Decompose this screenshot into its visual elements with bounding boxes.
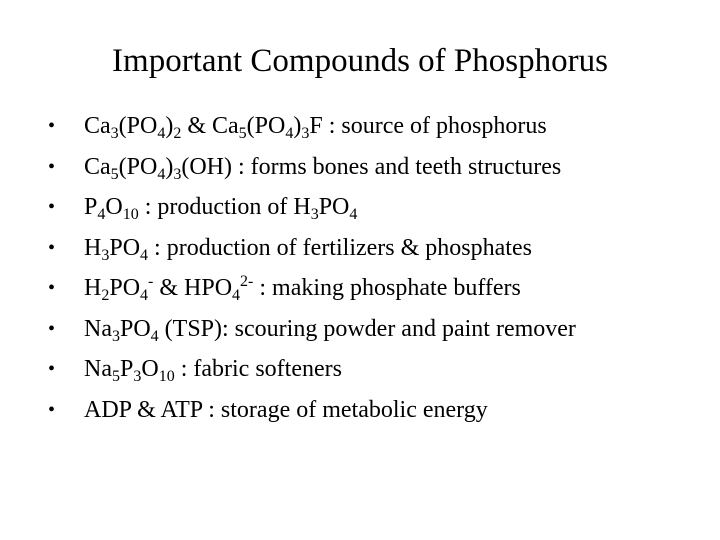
bullet-text: $P_4O_{10}$ : production of $H_3PO_4$ <box>84 194 358 224</box>
bullet-text: $Ca_3(PO_4)_2$ & $Ca_5(PO_4)_3F$ : source of phosphorus <box>84 113 547 143</box>
bullet-text: $Na_3PO_4$ (TSP): scouring powder and paint remover <box>84 315 576 345</box>
bullet-text: $Ca_5(PO_4)_3(OH)$ : forms bones and teeth structures <box>84 153 562 183</box>
subscript: 10 <box>158 368 175 386</box>
subscript: 2 <box>173 125 182 143</box>
subscript: 3 <box>310 206 319 224</box>
bullet-text: $H_3PO_4$ : production of fertilizers & phosphates <box>84 234 532 264</box>
slide-title: Important Compounds of Phosphorus <box>112 43 608 79</box>
subscript: 3 <box>133 368 142 386</box>
subscript: 5 <box>238 125 247 143</box>
bullet-dot: • <box>48 398 56 421</box>
subscript: 4 <box>232 287 241 305</box>
subscript: 3 <box>101 246 110 264</box>
bullet-text: $H_2PO_4^-$ & $HPO_4^{2-}$ : making phosphate buffers <box>84 273 521 305</box>
subscript: 3 <box>301 125 310 143</box>
bullet-item <box>48 390 576 431</box>
bullet-dot: • <box>48 317 56 340</box>
subscript: 3 <box>111 327 120 345</box>
bullet-dot: • <box>48 196 56 219</box>
bullet-text: ADP & ATP : storage of metabolic energy <box>84 396 488 423</box>
bullet-text: $Na_5P_3O_{10}$ : fabric softeners <box>84 356 342 386</box>
bullet-item <box>48 147 576 188</box>
bullet-item <box>48 349 576 390</box>
bullet-item <box>48 106 576 147</box>
bullet-dot: • <box>48 277 56 300</box>
subscript: 5 <box>110 165 119 183</box>
bullet-item <box>48 268 576 309</box>
subscript: 2 <box>101 287 110 305</box>
subscript: 4 <box>97 206 106 224</box>
bullet-item <box>48 309 576 350</box>
bullet-dot: • <box>48 358 56 381</box>
subscript: 4 <box>285 125 294 143</box>
subscript: 5 <box>111 368 120 386</box>
superscript: - <box>148 273 154 291</box>
bullet-dot: • <box>48 115 56 138</box>
subscript: 4 <box>157 125 166 143</box>
subscript: 4 <box>150 327 159 345</box>
bullet-item <box>48 187 576 228</box>
bullet-dot: • <box>48 236 56 259</box>
superscript: 2- <box>240 273 254 291</box>
subscript: 4 <box>140 287 149 305</box>
bullet-item <box>48 228 576 269</box>
subscript: 10 <box>122 206 139 224</box>
subscript: 4 <box>157 165 166 183</box>
subscript: 4 <box>140 246 149 264</box>
subscript: 4 <box>349 206 358 224</box>
subscript: 3 <box>110 125 119 143</box>
bullet-dot: • <box>48 155 56 178</box>
subscript: 3 <box>173 165 182 183</box>
bullet-list <box>48 106 576 430</box>
